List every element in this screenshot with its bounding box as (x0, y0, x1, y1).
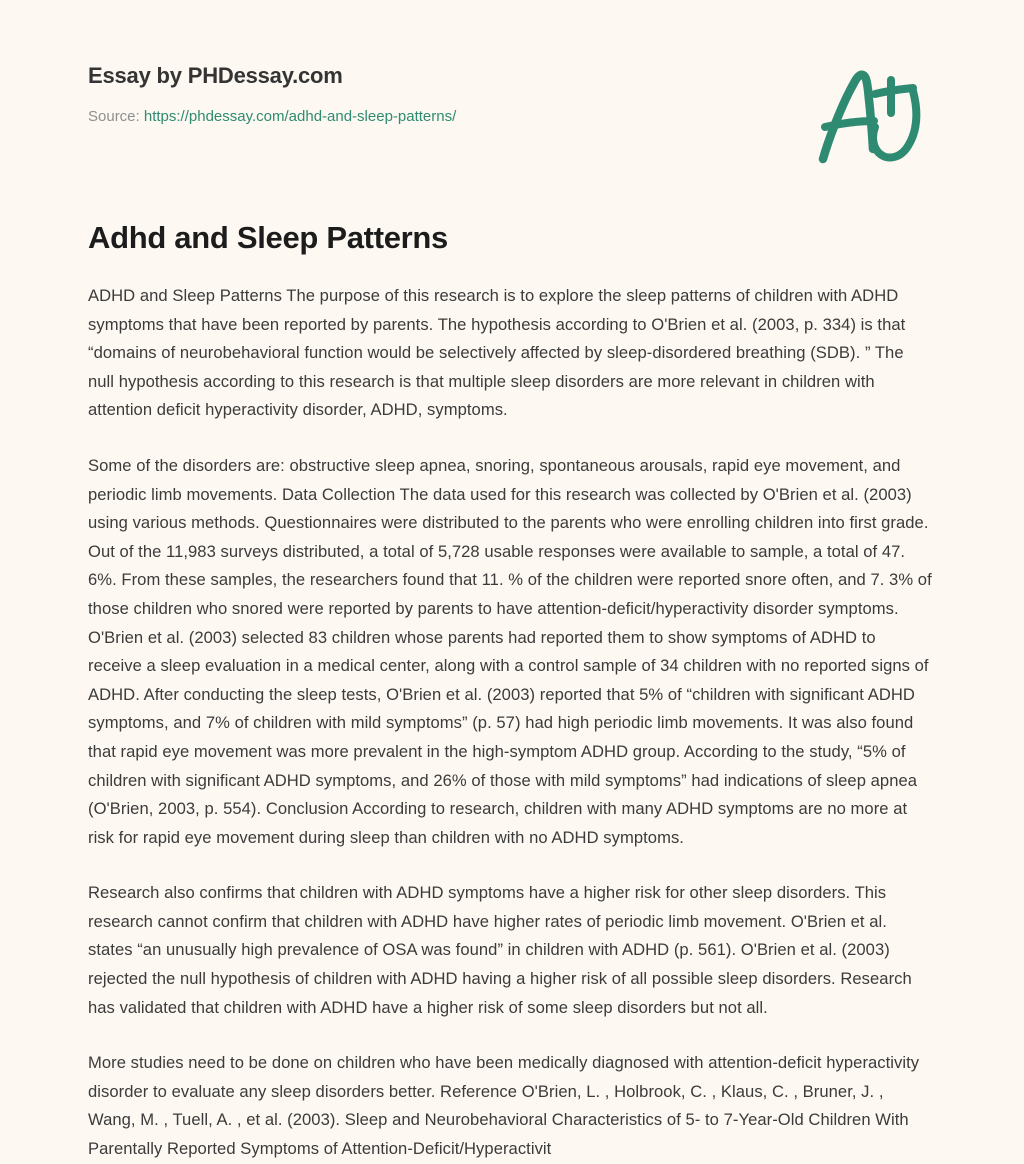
a-plus-logo (812, 66, 930, 166)
paragraph: ADHD and Sleep Patterns The purpose of this research is to explore the sleep patterns of children with ADHD symptoms that have been reported by parents. The hypothesis according to O'Brien et al. (2003, p. 334) is that “domains of neurobehavioral function would be selectively affected by sleep-disordered breathing (SDB). ” The null hypothesis according to this research is that multiple sleep disorders are more relevant in children with attention deficit hyperactivity disorder, ADHD, symptoms. (88, 286, 906, 420)
source-url-link[interactable]: https://phdessay.com/adhd-and-sleep-patterns/ (143, 108, 457, 125)
brand-title: Essay by PHDessay.com (88, 63, 343, 88)
page-title: Adhd and Sleep Patterns (88, 220, 448, 255)
paragraph: Research also confirms that children with ADHD symptoms have a higher risk for other sleep disorders. This research cannot confirm that children with ADHD have higher rates of periodic limb movement. O'Brien et al. states “an unusually high prevalence of OSA was found” in children with ADHD (p. 561). O'Brien et al. (2003) rejected the null hypothesis of children with ADHD having a higher risk of all possible sleep disorders. Research has validated that children with ADHD have a higher risk of some sleep disorders but not all. (88, 883, 912, 1017)
source-label: Source: (88, 108, 140, 125)
paragraph: More studies need to be done on children who have been medically diagnosed with attention-deficit hyperactivity disorder to evaluate any sleep disorders better. Reference O'Brien, L. , Holbrook, C. , Klaus, C. , Bruner, J. , Wang, M. , Tuell, A. , et al. (2003). Sleep and Neurobehavioral Characteristics of 5- to 7-Year-Old Children With Parentally Reported Symptoms of Attention-Deficit/Hyperactivit (88, 1053, 920, 1159)
a-plus-logo-icon (812, 66, 930, 166)
essay-body (88, 282, 933, 1164)
paragraph: Some of the disorders are: obstructive sleep apnea, snoring, spontaneous arousals, rapid eye movement, and periodic limb movements. Data Collection The data used for this research was collected by O'Brien et al. (2003) using various methods. Questionnaires were distributed to the parents who were enrolling children into first grade. Out of the 11,983 surveys distributed, a total of 5,728 usable responses were available to sample, a total of 47. 6%. From these samples, the researchers found that 11. % of the children were reported snore often, and 7. 3% of those children who snored were reported by parents to have attention-deficit/hyperactivity disorder symptoms. O'Brien et al. (2003) selected 83 children whose parents had reported them to show symptoms of ADHD to receive a sleep evaluation in a medical center, along with a control sample of 34 children with no reported signs of ADHD. After conducting the sleep tests, O'Brien et al. (2003) reported that 5% of “children with significant ADHD symptoms, and 7% of children with mild symptoms” (p. 57) had high periodic limb movements. It was also found that rapid eye movement was more prevalent in the high-symptom ADHD group. According to the study, “5% of children with significant ADHD symptoms, and 26% of those with mild symptoms” had indications of sleep apnea (O'Brien, 2003, p. 554). Conclusion According to research, children with many ADHD symptoms are no more at risk for rapid eye movement during sleep than children with no ADHD symptoms. (88, 455, 932, 847)
